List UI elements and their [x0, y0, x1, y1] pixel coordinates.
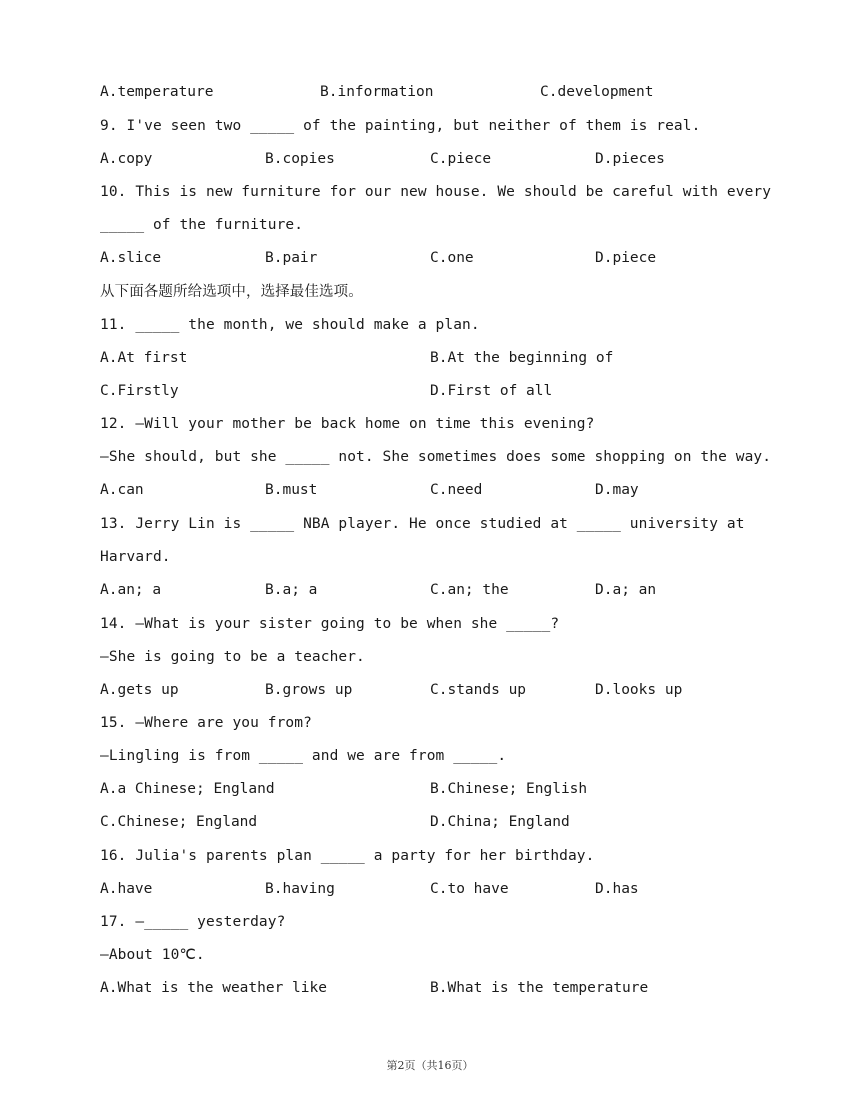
answer-option: D.piece [595, 250, 657, 266]
question-line: 15. —Where are you from? [100, 715, 312, 731]
answer-option: A.have [100, 881, 153, 897]
answer-option: A.a Chinese; England [100, 781, 275, 797]
answer-option: C.development [540, 84, 654, 100]
answer-option: A.At first [100, 350, 188, 366]
question-line: 10. This is new furniture for our new house. We should be careful with every [100, 184, 772, 200]
answer-option: D.may [595, 482, 639, 498]
answer-option: D.looks up [595, 682, 683, 698]
question-line: 13. Jerry Lin is _____ NBA player. He once studied at _____ university at [100, 516, 745, 532]
answer-option: B.information [320, 84, 434, 100]
answer-option: D.pieces [595, 151, 665, 167]
question-line: 12. —Will your mother be back home on time this evening? [100, 416, 595, 432]
answer-option: D.has [595, 881, 639, 897]
answer-option: D.First of all [430, 383, 553, 399]
answer-option: B.What is the temperature [430, 980, 649, 996]
answer-option: D.China; England [430, 814, 570, 830]
answer-option: A.an; a [100, 582, 162, 598]
answer-option: B.pair [265, 250, 318, 266]
answer-option: C.Chinese; England [100, 814, 258, 830]
question-line: 9. I've seen two _____ of the painting, but neither of them is real. [100, 118, 701, 134]
question-line: 11. _____ the month, we should make a plan. [100, 317, 480, 333]
answer-option: C.to have [430, 881, 509, 897]
question-line: —Lingling is from _____ and we are from _____. [100, 748, 507, 764]
answer-option: B.a; a [265, 582, 318, 598]
answer-option: A.copy [100, 151, 153, 167]
answer-option: A.What is the weather like [100, 980, 327, 996]
answer-option: C.Firstly [100, 383, 179, 399]
question-line: —She should, but she _____ not. She sometimes does some shopping on the way. [100, 449, 772, 465]
answer-option: A.slice [100, 250, 162, 266]
answer-option: B.At the beginning of [430, 350, 614, 366]
page-footer: 第2页（共16页） [386, 1059, 474, 1072]
question-line: —She is going to be a teacher. [100, 649, 365, 665]
answer-option: A.gets up [100, 682, 179, 698]
question-line: 从下面各题所给选项中，选择最佳选项。 [100, 284, 363, 300]
answer-option: B.grows up [265, 682, 353, 698]
question-line: 14. —What is your sister going to be when she _____? [100, 616, 560, 632]
answer-option: A.temperature [100, 84, 214, 100]
answer-option: C.an; the [430, 582, 509, 598]
question-line: —About 10℃. [100, 947, 205, 963]
answer-option: B.must [265, 482, 318, 498]
question-line: Harvard. [100, 549, 171, 565]
answer-option: B.copies [265, 151, 335, 167]
answer-option: B.Chinese; English [430, 781, 588, 797]
answer-option: B.having [265, 881, 335, 897]
answer-option: C.piece [430, 151, 492, 167]
question-line: 17. —_____ yesterday? [100, 914, 286, 930]
answer-option: C.stands up [430, 682, 527, 698]
answer-option: C.one [430, 250, 474, 266]
question-line: 16. Julia's parents plan _____ a party for her birthday. [100, 848, 595, 864]
answer-option: C.need [430, 482, 483, 498]
answer-option: D.a; an [595, 582, 657, 598]
answer-option: A.can [100, 482, 144, 498]
question-line: _____ of the furniture. [100, 217, 304, 233]
